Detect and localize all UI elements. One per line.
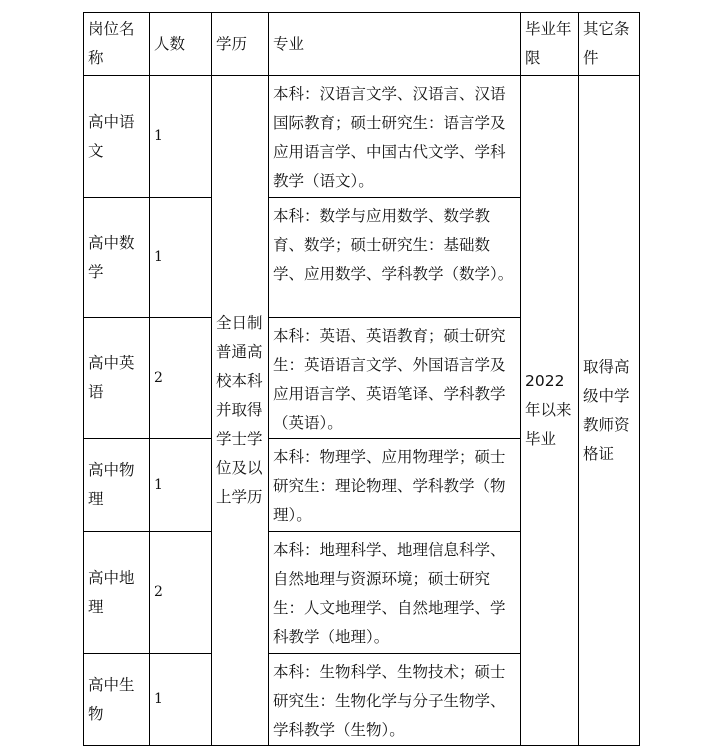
major-cell: 本科：汉语言文学、汉语言、汉语国际教育；硕士研究生：语言学及应用语言学、中国古代文学、学科教学（语文）。 [269,76,521,198]
major-cell: 本科：地理科学、地理信息科学、自然地理与资源环境；硕士研究生：人文地理学、自然地理学、学科教学（地理）。 [269,532,521,654]
position-cell: 高中英语 [84,318,150,439]
major-cell: 本科：生物科学、生物技术；硕士研究生：生物化学与分子生物学、学科教学（生物）。 [269,654,521,746]
count-cell: 2 [150,532,212,654]
header-row [84,13,640,76]
header-graduation-year: 毕业年限 [521,13,579,76]
recruitment-table [83,12,640,746]
count-cell: 1 [150,439,212,532]
count-cell: 1 [150,76,212,198]
major-cell: 本科：英语、英语教育；硕士研究生：英语语言文学、外国语言学及应用语言学、英语笔译、学科教学（英语）。 [269,318,521,439]
position-cell: 高中物理 [84,439,150,532]
count-cell: 1 [150,198,212,318]
header-education: 学历 [212,13,269,76]
header-position: 岗位名称 [84,13,150,76]
header-major: 专业 [269,13,521,76]
position-cell: 高中地理 [84,532,150,654]
major-cell: 本科：物理学、应用物理学；硕士研究生：理论物理、学科教学（物理）。 [269,439,521,532]
position-cell: 高中生物 [84,654,150,746]
position-cell: 高中语文 [84,76,150,198]
other-condition-cell: 取得高级中学教师资格证 [579,76,640,746]
education-cell: 全日制普通高校本科并取得学士学位及以上学历 [212,76,269,746]
count-cell: 2 [150,318,212,439]
header-count: 人数 [150,13,212,76]
major-cell: 本科：数学与应用数学、数学教育、数学；硕士研究生：基础数学、应用数学、学科教学（数学）。 [269,198,521,318]
header-other: 其它条件 [579,13,640,76]
table-row [84,76,640,198]
position-cell: 高中数学 [84,198,150,318]
count-cell: 1 [150,654,212,746]
graduation-year-cell: 2022年以来毕业 [521,76,579,746]
